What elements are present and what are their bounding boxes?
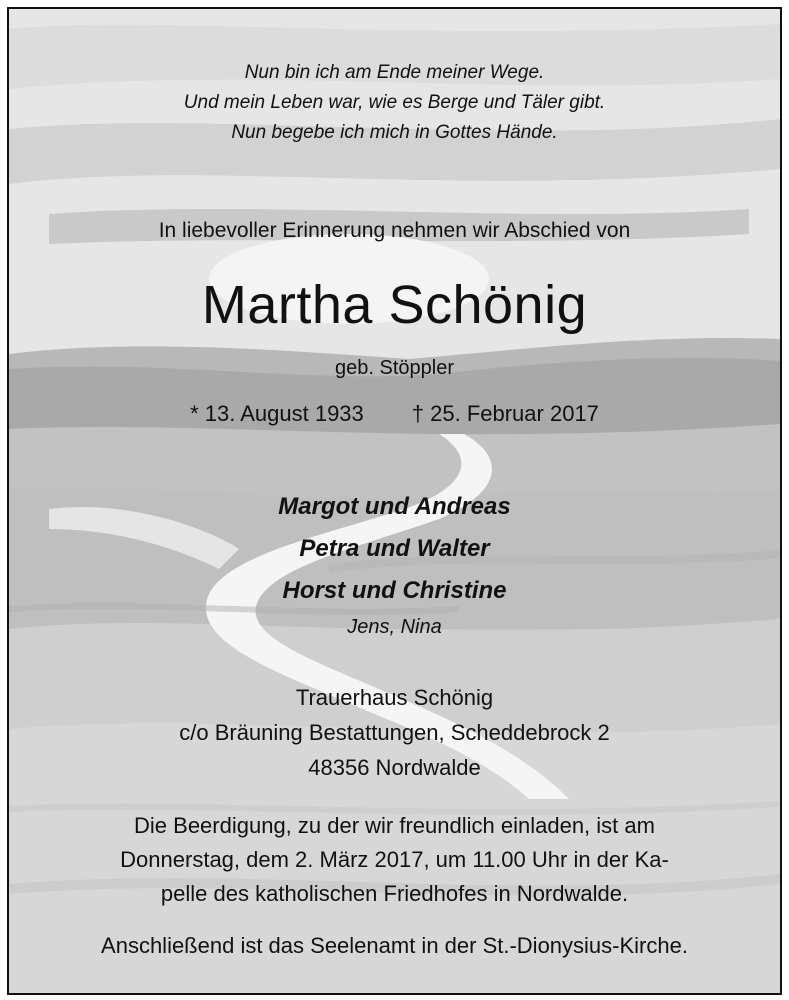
funeral-line-3: pelle des katholischen Friedhofes in Nordwalde.	[160, 881, 629, 906]
family-line-2: Petra und Walter	[299, 535, 490, 562]
family-line-1: Margot und Andreas	[278, 493, 511, 520]
poem-line-3: Nun begebe ich mich in Gottes Hände.	[231, 122, 558, 143]
address-line-2: c/o Bräuning Bestattungen, Scheddebrock 2	[179, 720, 610, 745]
family-line-3: Horst und Christine	[282, 577, 507, 604]
grandchildren: Jens, Nina	[347, 616, 442, 638]
poem-line-1: Nun bin ich am Ende meiner Wege.	[244, 62, 545, 83]
memorial-mass: Anschließend ist das Seelenamt in der St.-Dionysius-Kirche.	[101, 933, 688, 958]
life-dates	[9, 401, 780, 427]
funeral-line-2: Donnerstag, dem 2. März 2017, um 11.00 Uhr in der Ka-	[120, 847, 669, 872]
birth-date: * 13. August 1933	[190, 401, 364, 426]
address-line-1: Trauerhaus Schönig	[295, 685, 494, 710]
address-line-3: 48356 Nordwalde	[308, 755, 481, 780]
obituary-text	[9, 9, 780, 993]
poem-line-2: Und mein Leben war, wie es Berge und Täler gibt.	[183, 92, 606, 113]
birth-name: geb. Stöppler	[335, 357, 454, 379]
death-date: † 25. Februar 2017	[411, 401, 599, 426]
deceased-name: Martha Schönig	[201, 275, 588, 335]
obituary-frame	[7, 7, 782, 995]
intro-text: In liebevoller Erinnerung nehmen wir Abschied von	[158, 219, 631, 242]
funeral-line-1: Die Beerdigung, zu der wir freundlich einladen, ist am	[134, 813, 655, 838]
